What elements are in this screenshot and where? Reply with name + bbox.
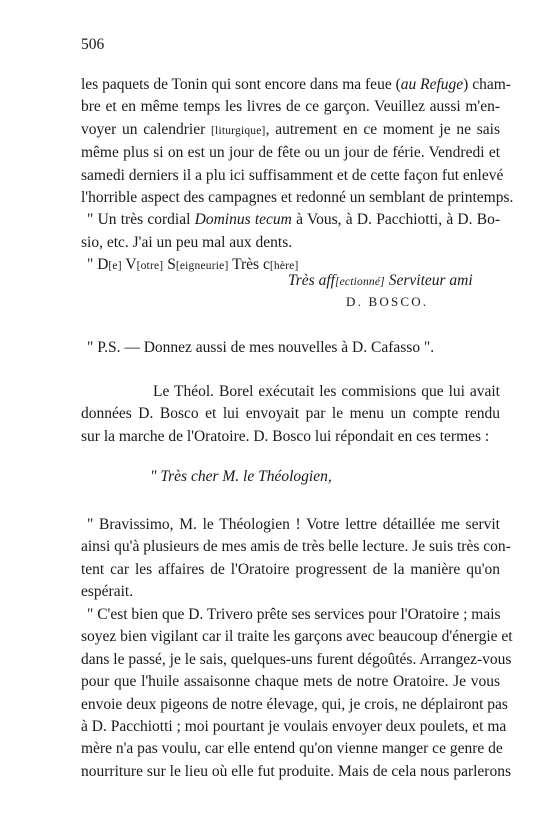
text-line: " P.S. — Donnez aussi de mes nouvelles à D. Cafasso ". (87, 339, 435, 356)
signature-name: D. BOSCO. (346, 294, 429, 309)
text-line: dans le passé, je le sais, quelques-uns furent dégoûtés. Arrangez-vous (81, 650, 512, 668)
text-run: Très c (228, 256, 270, 274)
text-line: sur la marche de l'Oratoire. D. Bosco lui répondait en ces termes : (81, 427, 490, 445)
text-line: même plus si on est un jour de fête ou un jour de férie. Vendredi et (81, 144, 500, 162)
italic-run: Dominus tecum (194, 211, 292, 229)
editorial-insertion: [e] (108, 260, 122, 273)
editorial-insertion: [ectionné] (334, 276, 385, 288)
editorial-insertion: [hère] (269, 260, 299, 273)
text-run: ) cham- (463, 76, 511, 93)
text-line: envoie deux pigeons de notre élevage, qui, je crois, ne déplairont pas (81, 695, 508, 713)
text-line: " C'est bien que D. Trivero prête ses services pour l'Oratoire ; mais (87, 606, 501, 623)
text-line: données D. Bosco et lui envoyait par le menu un compte rendu (81, 405, 500, 423)
text-line: samedi derniers il a plu ici suffisamment et de cette façon fut enlevé (81, 166, 504, 184)
narrative-paragraph (81, 381, 500, 448)
text-run: " D (87, 256, 109, 274)
text-run: S (163, 256, 176, 274)
text-run: Serviteur ami (384, 272, 473, 289)
text-line: ainsi qu'à plusieurs de mes amis de très belle lecture. Je suis très con- (81, 538, 511, 556)
letter-part1 (81, 74, 514, 278)
editorial-insertion: [liturgique] (211, 124, 266, 137)
text-run: " Un très cordial (87, 211, 195, 229)
editorial-insertion: [otre] (136, 260, 164, 273)
text-line (81, 74, 511, 96)
text-line: l'horrible aspect des campagnes et redonné un semblant de printemps. (81, 189, 514, 207)
text-line: Le Théol. Borel exécutait les commisions que lui avait (153, 383, 500, 400)
text-line: bre et en même temps les livres de ce garçon. Veuillez aussi m'en- (81, 98, 500, 116)
text-line: tent car les affaires de l'Oratoire progressent de la manière qu'on (81, 560, 500, 578)
text-line: espérait. (81, 583, 134, 601)
letter-salutation: " Très cher M. le Théologien, (150, 468, 332, 485)
editorial-insertion: [eigneurie] (175, 260, 229, 273)
text-line (81, 119, 500, 142)
text-line: pour que l'huile assaisonne chaque mets de notre Oratoire. Je vous (81, 673, 500, 691)
text-run: à Vous, à D. Pacchiotti, à D. Bo- (291, 211, 500, 229)
text-line: mère n'a pas voulu, car elle entend qu'on vienne manger ce genre de (81, 740, 503, 758)
text-run: voyer un calendrier (81, 120, 212, 138)
page-number: 506 (81, 36, 105, 53)
text-line: nourriture sur le lieu où elle fut produite. Mais de cela nous parlerons (81, 762, 511, 780)
italic-run: au Refuge (400, 76, 464, 93)
text-line: sio, etc. J'ai un peu mal aux dents. (81, 233, 293, 251)
text-run: Très aff (288, 272, 335, 289)
text-line (81, 209, 500, 231)
text-run: V (121, 256, 137, 274)
text-line: soyez bien vigilant car il traite les garçons avec beaucoup d'énergie et (81, 628, 513, 646)
postscript (81, 337, 500, 359)
letter-part2-paragraph2 (81, 604, 513, 783)
text-run: , autrement en ce moment je ne sais (265, 120, 500, 138)
text-line: " Bravissimo, M. le Théologien ! Votre lettre détaillée me servit (87, 516, 500, 533)
text-line: à D. Pacchiotti ; moi pourtant je voulais envoyer deux poulets, et ma (81, 718, 507, 736)
text-run: les paquets de Tonin qui sont encore dans ma feue ( (81, 76, 401, 93)
letter-part2-paragraph1 (81, 514, 511, 604)
signature-closing (288, 272, 473, 290)
